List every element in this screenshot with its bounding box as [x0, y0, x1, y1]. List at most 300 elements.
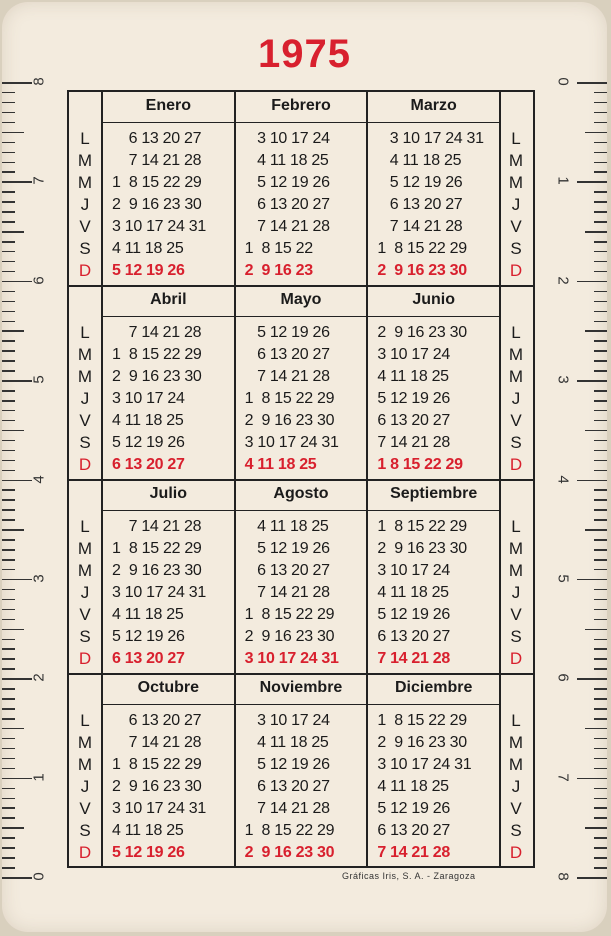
- ruler-tick: [594, 291, 607, 293]
- ruler-tick: [2, 440, 15, 442]
- ruler-tick: [2, 330, 24, 332]
- ruler-tick: [577, 380, 607, 382]
- ruler-tick: [594, 340, 607, 342]
- ruler-tick: [2, 360, 15, 362]
- month-title-noviembre: Noviembre: [259, 679, 343, 696]
- day-row: 4 11 18 25: [377, 368, 449, 385]
- day-letter: V: [79, 217, 91, 236]
- day-row: 2 9 16 23 30: [377, 734, 467, 751]
- day-row: 7 14 21 28: [377, 844, 450, 861]
- day-letter: M: [508, 345, 524, 364]
- grid-hline: [69, 673, 533, 675]
- day-row: 3 10 17 24: [377, 562, 450, 579]
- day-row: 1 8 15 22 29: [377, 712, 467, 729]
- ruler-tick: [594, 420, 607, 422]
- ruler-tick: [577, 181, 607, 183]
- month-title-agosto: Agosto: [273, 485, 329, 502]
- ruler-tick: [577, 778, 607, 780]
- day-row: 5 12 19 26: [112, 262, 185, 279]
- ruler-tick: [2, 629, 24, 631]
- ruler-number: 6: [554, 673, 572, 682]
- ruler-left: [2, 77, 52, 882]
- ruler-tick: [2, 370, 15, 372]
- day-row: 4 11 18 25: [377, 152, 462, 169]
- day-row: 1 8 15 22 29: [112, 174, 202, 191]
- ruler-tick: [594, 589, 607, 591]
- ruler-number: 1: [30, 772, 48, 782]
- ruler-tick: [594, 668, 607, 670]
- day-row: 2 9 16 23 30: [112, 368, 202, 385]
- ruler-tick: [2, 181, 32, 183]
- day-row: 6 13 20 27: [377, 822, 450, 839]
- day-letter: L: [80, 129, 90, 148]
- ruler-tick: [2, 539, 15, 541]
- day-row: 1 8 15 22 29: [112, 346, 202, 363]
- month-title-septiembre: Septiembre: [390, 485, 478, 502]
- ruler-tick: [594, 460, 607, 462]
- ruler-tick: [2, 132, 24, 134]
- day-letter: J: [80, 195, 90, 214]
- ruler-tick: [2, 152, 15, 154]
- ruler-tick: [594, 370, 607, 372]
- month-title-marzo: Marzo: [410, 97, 457, 114]
- day-row: 3 10 17 24 31: [377, 756, 472, 773]
- day-row: 7 14 21 28: [244, 800, 330, 817]
- day-letter: S: [79, 627, 91, 646]
- day-row: 3 10 17 24 31: [377, 130, 484, 147]
- ruler-tick: [2, 420, 15, 422]
- day-row: 2 9 16 23 30: [377, 540, 467, 557]
- day-row: 6 13 20 27: [112, 456, 185, 473]
- ruler-tick: [2, 489, 15, 491]
- ruler-tick: [594, 748, 607, 750]
- day-letter: L: [80, 323, 90, 342]
- ruler-tick: [2, 579, 32, 581]
- day-row: 5 12 19 26: [244, 324, 330, 341]
- ruler-tick: [2, 241, 15, 243]
- ruler-tick: [594, 112, 607, 114]
- day-row: 6 13 20 27: [112, 130, 202, 147]
- day-row: 4 11 18 25: [244, 734, 329, 751]
- ruler-tick: [2, 778, 32, 780]
- ruler-tick: [594, 549, 607, 551]
- day-letter: L: [511, 129, 521, 148]
- ruler-tick: [594, 738, 607, 740]
- grid-hline: [69, 479, 533, 481]
- title-underline: [102, 510, 500, 511]
- day-letter: S: [510, 821, 522, 840]
- day-letter: V: [79, 411, 91, 430]
- day-letter: J: [511, 389, 521, 408]
- ruler-tick: [594, 768, 607, 770]
- day-row: 7 14 21 28: [377, 218, 463, 235]
- ruler-tick: [585, 132, 607, 134]
- day-row: 4 11 18 25: [112, 822, 184, 839]
- day-row: 1 8 15 22 29: [244, 822, 335, 839]
- ruler-tick: [594, 698, 607, 700]
- day-letter: D: [509, 649, 523, 668]
- ruler-tick: [594, 301, 607, 303]
- day-row: 3 10 17 24 31: [244, 434, 339, 451]
- day-row: 4 11 18 25: [112, 606, 184, 623]
- day-row: 2 9 16 23 30: [112, 562, 202, 579]
- ruler-tick: [594, 758, 607, 760]
- ruler-tick: [2, 470, 15, 472]
- day-letter: V: [510, 605, 522, 624]
- ruler-tick: [577, 480, 607, 482]
- ruler-tick: [2, 92, 15, 94]
- ruler-tick: [2, 171, 15, 173]
- day-letter: M: [508, 733, 524, 752]
- ruler-tick: [2, 807, 15, 809]
- day-letter: V: [79, 799, 91, 818]
- year-title: 1975: [258, 32, 351, 76]
- ruler-tick: [2, 321, 15, 323]
- ruler-tick: [594, 599, 607, 601]
- day-letter: M: [508, 561, 524, 580]
- day-row: 5 12 19 26: [112, 844, 185, 861]
- grid-hline: [69, 285, 533, 287]
- day-letter: V: [510, 217, 522, 236]
- day-letter: V: [79, 605, 91, 624]
- ruler-tick: [2, 589, 15, 591]
- ruler-tick: [594, 569, 607, 571]
- day-row: 6 13 20 27: [244, 562, 330, 579]
- ruler-tick: [2, 450, 15, 452]
- day-row: 6 13 20 27: [112, 650, 185, 667]
- ruler-number: 1: [554, 176, 572, 186]
- ruler-tick: [594, 251, 607, 253]
- ruler-tick: [2, 569, 15, 571]
- day-row: 2 9 16 23 30: [244, 628, 335, 645]
- day-row: 5 12 19 26: [112, 434, 185, 451]
- ruler-tick: [2, 788, 15, 790]
- day-row: 2 9 16 23: [244, 262, 313, 279]
- ruler-tick: [2, 122, 15, 124]
- month-title-enero: Enero: [145, 97, 191, 114]
- ruler-tick: [594, 509, 607, 511]
- ruler-tick: [2, 668, 15, 670]
- ruler-right: [554, 77, 607, 882]
- ruler-tick: [2, 350, 15, 352]
- day-row: 6 13 20 27: [112, 712, 202, 729]
- ruler-tick: [594, 847, 607, 849]
- day-row: 7 14 21 28: [244, 218, 330, 235]
- month-title-febrero: Febrero: [271, 97, 331, 114]
- day-letter: J: [511, 195, 521, 214]
- day-row: 4 11 18 25: [112, 240, 184, 257]
- ruler-tick: [2, 211, 15, 213]
- day-letter: L: [511, 517, 521, 536]
- day-letter: M: [77, 151, 93, 170]
- ruler-tick: [2, 271, 15, 273]
- ruler-tick: [2, 480, 32, 482]
- ruler-tick: [2, 748, 15, 750]
- day-letter: S: [510, 433, 522, 452]
- ruler-tick: [594, 201, 607, 203]
- ruler-tick: [594, 400, 607, 402]
- ruler-tick: [594, 867, 607, 869]
- ruler-tick: [594, 191, 607, 193]
- day-row: 3 10 17 24: [244, 130, 330, 147]
- ruler-tick: [2, 738, 15, 740]
- ruler-tick: [594, 350, 607, 352]
- day-row: 7 14 21 28: [377, 434, 450, 451]
- ruler-tick: [594, 410, 607, 412]
- day-letter: M: [77, 539, 93, 558]
- ruler-tick: [594, 658, 607, 660]
- day-letter: J: [80, 583, 90, 602]
- month-title-octubre: Octubre: [137, 679, 199, 696]
- month-title-mayo: Mayo: [280, 291, 322, 308]
- day-letter: M: [77, 345, 93, 364]
- ruler-tick: [594, 271, 607, 273]
- day-row: 2 9 16 23 30: [377, 262, 467, 279]
- day-letter: M: [508, 151, 524, 170]
- ruler-tick: [585, 629, 607, 631]
- ruler-tick: [2, 410, 15, 412]
- day-row: 3 10 17 24 31: [112, 800, 206, 817]
- day-letter: S: [79, 239, 91, 258]
- ruler-tick: [2, 609, 15, 611]
- day-row: 6 13 20 27: [377, 196, 463, 213]
- month-title-abril: Abril: [150, 291, 187, 308]
- day-row: 2 9 16 23 30: [244, 412, 335, 429]
- day-row: 6 13 20 27: [244, 778, 330, 795]
- ruler-tick: [594, 152, 607, 154]
- day-letter: M: [77, 733, 93, 752]
- day-letter: J: [511, 583, 521, 602]
- ruler-tick: [594, 102, 607, 104]
- ruler-number: 6: [30, 276, 48, 285]
- ruler-tick: [594, 688, 607, 690]
- ruler-tick: [2, 658, 15, 660]
- day-row: 5 12 19 26: [244, 540, 330, 557]
- day-row: 3 10 17 24 31: [112, 584, 206, 601]
- ruler-tick: [2, 827, 24, 829]
- day-row: 4 11 18 25: [377, 778, 449, 795]
- day-letter: V: [510, 411, 522, 430]
- ruler-tick: [585, 430, 607, 432]
- ruler-tick: [2, 688, 15, 690]
- ruler-tick: [594, 519, 607, 521]
- printer-credit: Gráficas Iris, S. A. - Zaragoza: [342, 871, 476, 881]
- ruler-tick: [594, 857, 607, 859]
- day-row: 1 8 15 22: [244, 240, 313, 257]
- day-row: 2 9 16 23 30: [112, 196, 202, 213]
- ruler-tick: [2, 261, 15, 263]
- ruler-number: 0: [554, 77, 572, 86]
- month-title-diciembre: Diciembre: [394, 679, 473, 696]
- day-row: 4 11 18 25: [244, 456, 317, 473]
- ruler-tick: [585, 231, 607, 233]
- ruler-tick: [594, 162, 607, 164]
- day-row: 2 9 16 23 30: [244, 844, 335, 861]
- ruler-tick: [577, 579, 607, 581]
- day-row: 7 14 21 28: [244, 368, 330, 385]
- day-row: 7 14 21 28: [112, 734, 202, 751]
- day-row: 4 11 18 25: [244, 152, 329, 169]
- ruler-number: 8: [30, 77, 48, 86]
- day-letter: L: [80, 711, 90, 730]
- day-letter: M: [77, 367, 93, 386]
- ruler-tick: [594, 807, 607, 809]
- ruler-tick: [594, 817, 607, 819]
- calendar-grid: [67, 90, 535, 868]
- ruler-tick: [2, 678, 32, 680]
- day-letter: V: [510, 799, 522, 818]
- day-row: 1 8 15 22 29: [244, 390, 335, 407]
- ruler-number: 7: [554, 772, 572, 782]
- day-row: 3 10 17 24: [244, 712, 330, 729]
- day-row: 7 14 21 28: [377, 650, 450, 667]
- ruler-number: 4: [554, 474, 572, 484]
- day-row: 2 9 16 23 30: [377, 324, 467, 341]
- ruler-number: 4: [30, 474, 48, 484]
- ruler-tick: [2, 857, 15, 859]
- day-letter: D: [509, 455, 523, 474]
- ruler-tick: [594, 619, 607, 621]
- title-underline: [102, 704, 500, 705]
- day-letter: J: [511, 777, 521, 796]
- ruler-tick: [594, 450, 607, 452]
- month-title-junio: Junio: [412, 291, 455, 308]
- ruler-tick: [594, 788, 607, 790]
- ruler-tick: [2, 877, 32, 879]
- ruler-tick: [577, 281, 607, 283]
- ruler-tick: [2, 142, 15, 144]
- ruler-tick: [2, 251, 15, 253]
- ruler-tick: [2, 758, 15, 760]
- ruler-tick: [585, 330, 607, 332]
- ruler-tick: [2, 708, 15, 710]
- day-row: 5 12 19 26: [377, 800, 450, 817]
- ruler-tick: [594, 221, 607, 223]
- ruler-tick: [2, 728, 24, 730]
- day-letter: M: [508, 539, 524, 558]
- ruler-tick: [2, 847, 15, 849]
- ruler-number: 2: [554, 276, 572, 285]
- ruler-tick: [2, 698, 15, 700]
- day-row: 6 13 20 27: [377, 628, 450, 645]
- ruler-tick: [2, 519, 15, 521]
- day-letter: L: [511, 323, 521, 342]
- ruler-tick: [594, 798, 607, 800]
- day-row: 3 10 17 24: [377, 346, 450, 363]
- ruler-tick: [2, 460, 15, 462]
- ruler-tick: [577, 877, 607, 879]
- ruler-tick: [2, 112, 15, 114]
- ruler-tick: [594, 440, 607, 442]
- ruler-tick: [594, 261, 607, 263]
- ruler-number: 3: [554, 375, 572, 384]
- calendar-card: [2, 2, 607, 932]
- ruler-tick: [2, 390, 15, 392]
- day-row: 3 10 17 24: [112, 390, 185, 407]
- ruler-number: 5: [554, 574, 572, 583]
- ruler-tick: [2, 599, 15, 601]
- day-row: 2 9 16 23 30: [112, 778, 202, 795]
- day-letter: S: [510, 627, 522, 646]
- day-row: 1 8 15 22 29: [377, 456, 463, 473]
- day-row: 6 13 20 27: [244, 196, 330, 213]
- ruler-tick: [2, 549, 15, 551]
- ruler-tick: [594, 360, 607, 362]
- ruler-tick: [2, 201, 15, 203]
- ruler-tick: [2, 837, 15, 839]
- day-row: 5 12 19 26: [244, 174, 330, 191]
- ruler-tick: [594, 321, 607, 323]
- ruler-tick: [585, 827, 607, 829]
- day-row: 5 12 19 26: [112, 628, 185, 645]
- day-row: 5 12 19 26: [377, 390, 450, 407]
- ruler-tick: [2, 559, 15, 561]
- day-letter: M: [77, 173, 93, 192]
- day-letter: D: [78, 455, 92, 474]
- ruler-tick: [594, 211, 607, 213]
- ruler-tick: [585, 728, 607, 730]
- day-letter: S: [79, 433, 91, 452]
- ruler-tick: [594, 241, 607, 243]
- ruler-tick: [594, 539, 607, 541]
- ruler-tick: [594, 639, 607, 641]
- ruler-tick: [2, 639, 15, 641]
- ruler-tick: [594, 837, 607, 839]
- ruler-tick: [2, 380, 32, 382]
- ruler-tick: [594, 559, 607, 561]
- ruler-tick: [2, 162, 15, 164]
- ruler-tick: [2, 768, 15, 770]
- ruler-tick: [2, 499, 15, 501]
- day-letter: S: [510, 239, 522, 258]
- ruler-number: 7: [30, 176, 48, 186]
- ruler-tick: [2, 817, 15, 819]
- month-title-julio: Julio: [149, 485, 187, 502]
- day-row: 7 14 21 28: [244, 584, 330, 601]
- day-row: 1 8 15 22 29: [377, 518, 467, 535]
- day-letter: D: [509, 261, 523, 280]
- title-underline: [102, 122, 500, 123]
- title-underline: [102, 316, 500, 317]
- ruler-tick: [2, 867, 15, 869]
- ruler-number: 3: [30, 574, 48, 583]
- ruler-tick: [2, 221, 15, 223]
- ruler-tick: [594, 499, 607, 501]
- ruler-tick: [2, 340, 15, 342]
- ruler-tick: [2, 291, 15, 293]
- day-letter: S: [79, 821, 91, 840]
- day-row: 5 12 19 26: [377, 174, 463, 191]
- ruler-tick: [594, 171, 607, 173]
- ruler-number: 8: [554, 872, 572, 881]
- ruler-tick: [594, 142, 607, 144]
- day-row: 1 8 15 22 29: [244, 606, 335, 623]
- ruler-tick: [2, 301, 15, 303]
- ruler-tick: [2, 648, 15, 650]
- ruler-tick: [2, 191, 15, 193]
- day-row: 7 14 21 28: [112, 518, 202, 535]
- day-row: 1 8 15 22 29: [112, 540, 202, 557]
- day-letter: M: [508, 755, 524, 774]
- day-letter: D: [78, 261, 92, 280]
- ruler-tick: [2, 529, 24, 531]
- ruler-tick: [577, 678, 607, 680]
- day-row: 6 13 20 27: [377, 412, 450, 429]
- day-row: 1 8 15 22 29: [112, 756, 202, 773]
- ruler-tick: [594, 708, 607, 710]
- day-row: 5 12 19 26: [377, 606, 450, 623]
- ruler-tick: [594, 311, 607, 313]
